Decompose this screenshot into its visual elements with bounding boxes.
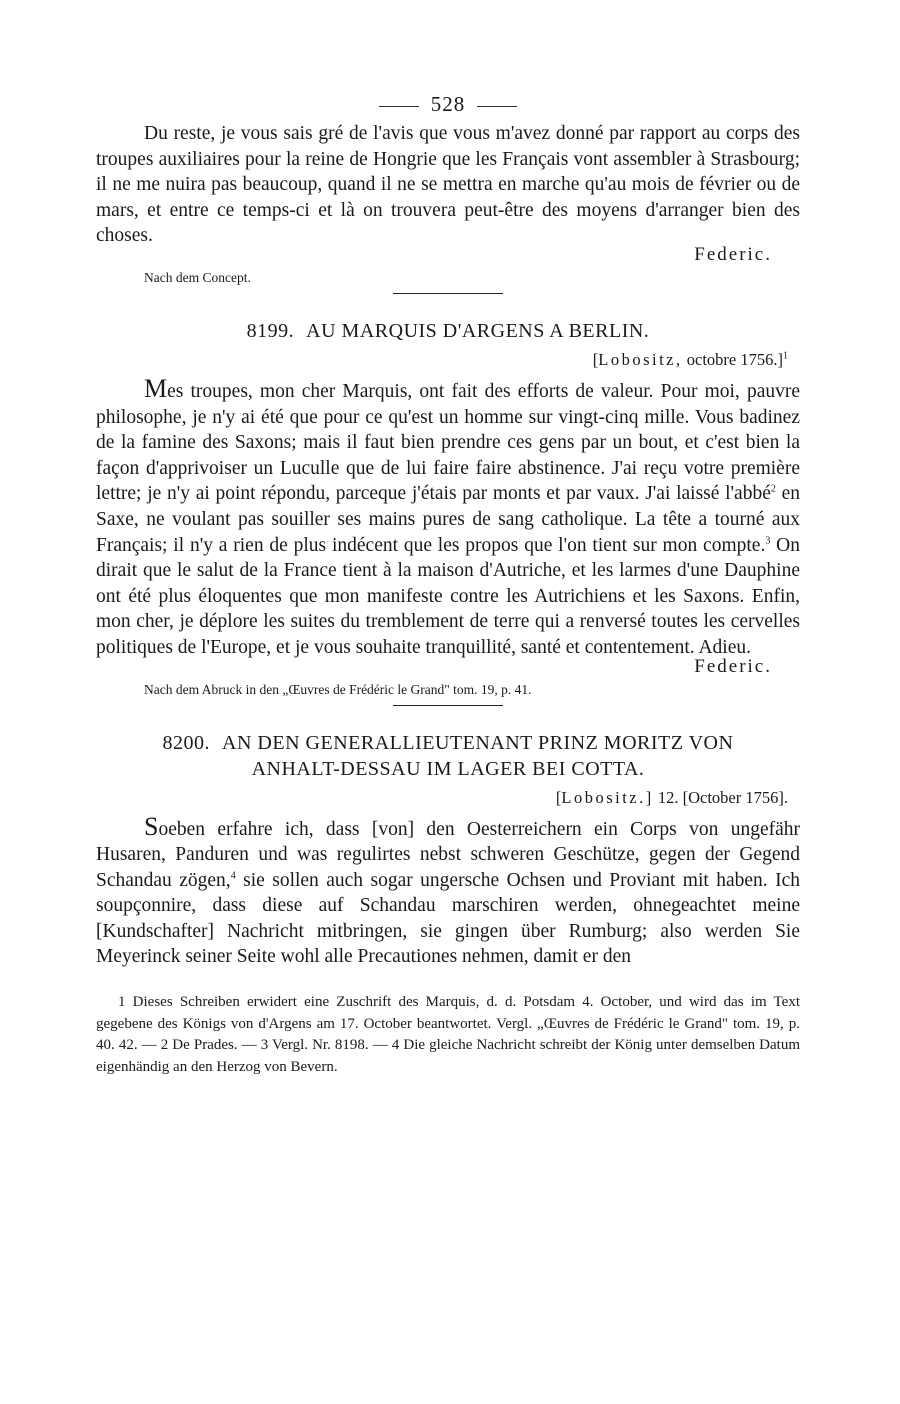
letter-8200-number: 8200. — [162, 731, 211, 754]
letter-8200-body: Soeben erfahre ich, dass [von] den Oesterreichern ein Corps von ungefähr Husaren, Panduren und was regulirtes nebst schweren Geschütze, gegen der Gegend Schandau zögen,$^4$ sie sollen auch sogar ungersche Ochsen und Proviant mit haben. Ich soupçonnire, dass diese auf Schandau marschiren werden, ohnegeachtet meine [Kundschafter] Nachricht mitbringen, sie gingen über Rumburg; also werden Sie Meyerinck seiner Seite wohl alle Precautiones nehmen, damit er den — [96, 811, 800, 968]
footnote-text: 1 Dieses Schreiben erwidert eine Zuschrift des Marquis, d. d. Potsdam 4. October, und wird das im Text gegebene des Königs von d'Argens am 17. October beantwortet. Vergl. „Œuvres de Frédéric le Grand" tom. 19, p. 40. 42. — 2 De Prades. — 3 Vergl. Nr. 8198. — 4 Die gleiche Nachricht schreibt der König unter demselben Datum eigenhändig an den Herzog von Bevern. — [96, 994, 800, 1075]
footnote-ref-3: 3 — [765, 535, 771, 547]
letter-8199-title: AU MARQUIS D'ARGENS A BERLIN. — [306, 319, 650, 342]
letter-8199-source: Nach dem Abruck in den „Œuvres de Frédéric le Grand" tom. 19, p. 41. — [144, 681, 532, 697]
document-page — [96, 92, 800, 1078]
letter-8199-signature: Federic. — [694, 655, 772, 677]
footnote-ref-4: 4 — [230, 870, 236, 882]
letter-8200-initial: S — [144, 811, 159, 841]
letter-8199-body: Mes troupes, mon cher Marquis, ont fait des efforts de valeur. Pour moi, pauvre philosophe, je n'y ai été que pour ce qu'est un homme sur vingt-cinq mille. Vous badinez de la famine des Saxons; mais il faut bien prendre ces gens par un bout, et c'est bien la façon d'apprivoiser un Luculle que de lui faire faire abstinence. J'ai reçu votre première lettre; je n'y ai point répondu, parceque j'étais par monts et par vaux. J'ai laissé l'abbé$^2$ en Saxe, ne voulant pas souiller ses mains pures de sang catholique. La tête a tourné aux Français; il n'y a rien de plus indécent que les propos que l'on tient sur mon compte.$^3$ On dirait que le salut de la France tient à la maison d'Autriche, et les larmes d'une Dauphine ont été plus éloquentes que mon manifeste contre les Autrichiens et les Saxons. Enfin, mon cher, je déplore les suites du tremblement de terre qui a renversé toutes les cervelles politiques de l'Europe, et je vous souhaite tranquillité, santé et contentement. Adieu. — [96, 373, 800, 658]
previous-letter-source: Nach dem Concept. — [144, 269, 251, 285]
footnote-ref-2: 2 — [770, 483, 776, 495]
letter-8199-date: octobre 1756.] — [686, 349, 783, 369]
page-number-dash-right — [477, 106, 517, 107]
letter-8200-title-line1: AN DEN GENERALLIEUTENANT PRINZ MORITZ VON — [222, 731, 734, 754]
letter-8200-dateline: [Lobositz.] 12. [October 1756]. — [555, 787, 788, 807]
page-number-dash-left — [379, 106, 419, 107]
letter-8200-place: Lobositz.] — [561, 787, 654, 807]
letter-8199-heading — [96, 318, 800, 344]
letter-8199-initial: M — [144, 373, 168, 403]
footnotes — [96, 992, 800, 1078]
letter-8200-title-line2: ANHALT-DESSAU IM LAGER BEI COTTA. — [251, 757, 645, 780]
previous-letter-signature: Federic. — [694, 243, 772, 265]
letter-8200-date: 12. [October 1756]. — [657, 787, 788, 807]
letter-8199-place: Lobositz, — [598, 349, 683, 369]
page-number: 528 — [96, 92, 800, 117]
section-divider — [393, 705, 503, 706]
previous-letter-paragraph: Du reste, je vous sais gré de l'avis que vous m'avez donné par rapport au corps des troupes auxiliaires pour la reine de Hongrie que les Français vont assembler à Strasbourg; il ne me nuira pas beaucoup, quand il ne se mettra en marche qu'au mois de février ou de mars, et entre ce temps-ci et là on trouvera peut-être des moyens d'arranger bien des choses. — [96, 123, 800, 247]
letter-8199-dateline: [Lobositz, octobre 1756.]$^1$ — [592, 349, 788, 369]
section-divider — [393, 293, 503, 294]
letter-8199-number: 8199. — [246, 319, 295, 342]
footnote-ref-1: 1 — [783, 350, 788, 362]
letter-8200-heading — [96, 730, 800, 782]
